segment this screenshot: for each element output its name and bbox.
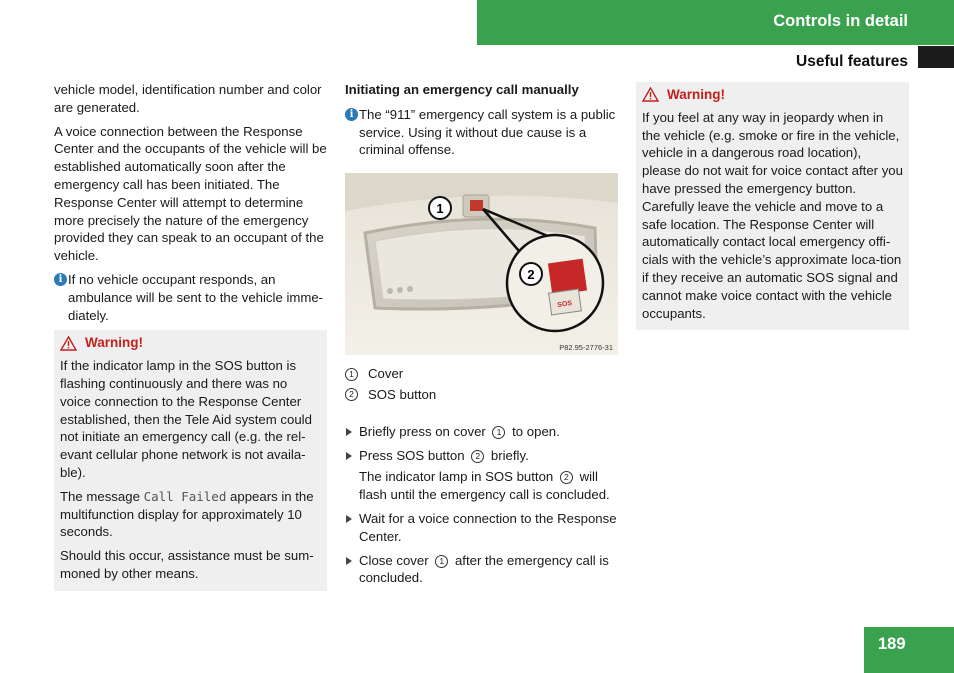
info-note: i If no vehicle occupant responds, an ambulance will be sent to the vehicle imme-diately. xyxy=(54,271,327,324)
section-heading: Initiating an emergency call manually xyxy=(345,82,579,97)
page-number: 189 xyxy=(878,635,906,653)
warning-box xyxy=(54,330,327,590)
callout-1: 1 xyxy=(436,201,444,217)
callout-number: 1 xyxy=(345,368,358,381)
bullet-arrow-icon xyxy=(346,515,352,523)
paragraph: vehicle model, identification number and color are generated. xyxy=(54,82,322,115)
warning-text: If the indicator lamp in the SOS button is flashing continuously and there was no voice connection to the Response Center established, then the Tele Aid system could not initiate an emergency call (e.g. the rel-evant cellular phone network is not availa-ble). xyxy=(60,358,312,480)
column-3 xyxy=(636,82,909,330)
warning-triangle-icon xyxy=(642,87,659,102)
info-icon: i xyxy=(345,108,358,121)
figure-reference: P82.95-2776-31 xyxy=(559,343,613,353)
callout-2: 2 xyxy=(527,267,535,283)
bullet-arrow-icon xyxy=(346,452,352,460)
bullet-arrow-icon xyxy=(346,428,352,436)
legend-item: 2 SOS button xyxy=(345,386,618,404)
mirror-drawing xyxy=(345,173,618,355)
column-2 xyxy=(345,81,618,587)
info-icon: i xyxy=(54,273,67,286)
warning-text: Should this occur, assistance must be sum-moned by other means. xyxy=(60,548,314,581)
warning-text: If you feel at any way in jeopardy when in the vehicle (e.g. smoke or fire in the vehicle, vehicle in a dangerous road location), please do not wait for voice contact after you have pressed the emergency button. Carefully leave the vehicle and move to a safe location. The Response Center will automatically contact local emergency offi-cials with the vehicle’s approximate loca-tion if they receive an automatic SOS signal and cannot make voice contact with the vehicle occupants. xyxy=(642,109,903,321)
header-bar xyxy=(477,0,954,45)
warning-title: Warning! xyxy=(642,86,903,104)
step-note: The indicator lamp in SOS button 2 will flash until the emergency call is concluded. xyxy=(359,469,610,503)
chapter-title: Controls in detail xyxy=(773,12,908,30)
sos-label: SOS xyxy=(556,300,573,310)
column-1 xyxy=(54,81,327,591)
mirror-illustration xyxy=(345,173,618,355)
legend-item: 1 Cover xyxy=(345,365,618,383)
callout-number: 2 xyxy=(345,388,358,401)
instruction-step: Briefly press on cover 1 to open. xyxy=(345,423,618,441)
page-number-box xyxy=(864,627,954,673)
warning-title: Warning! xyxy=(60,334,321,352)
instruction-step: Wait for a voice connection to the Response Center. xyxy=(345,510,618,546)
paragraph: A voice connection between the Response Center and the occupants of the vehicle will be established automatically soon after the emergency call has been initiated. The Response Center will attempt to determine more precisely the nature of the emergency provided they can speak to an occupant of the vehicle. xyxy=(54,123,327,264)
warning-triangle-icon xyxy=(60,336,77,351)
bullet-arrow-icon xyxy=(346,557,352,565)
section-title: Useful features xyxy=(796,53,908,70)
instruction-step: Press SOS button 2 briefly. xyxy=(345,447,618,465)
thumb-tab xyxy=(918,46,954,68)
instruction-step: Close cover 1 after the emergency call is concluded. xyxy=(345,552,618,588)
warning-box xyxy=(636,82,909,330)
display-message: Call Failed xyxy=(143,488,227,504)
warning-text: The message Call Failed appears in the multifunction display for approximately 10 seconds. xyxy=(60,488,314,540)
info-note: i The “911” emergency call system is a public service. Using it without due cause is a criminal offense. xyxy=(345,106,618,159)
